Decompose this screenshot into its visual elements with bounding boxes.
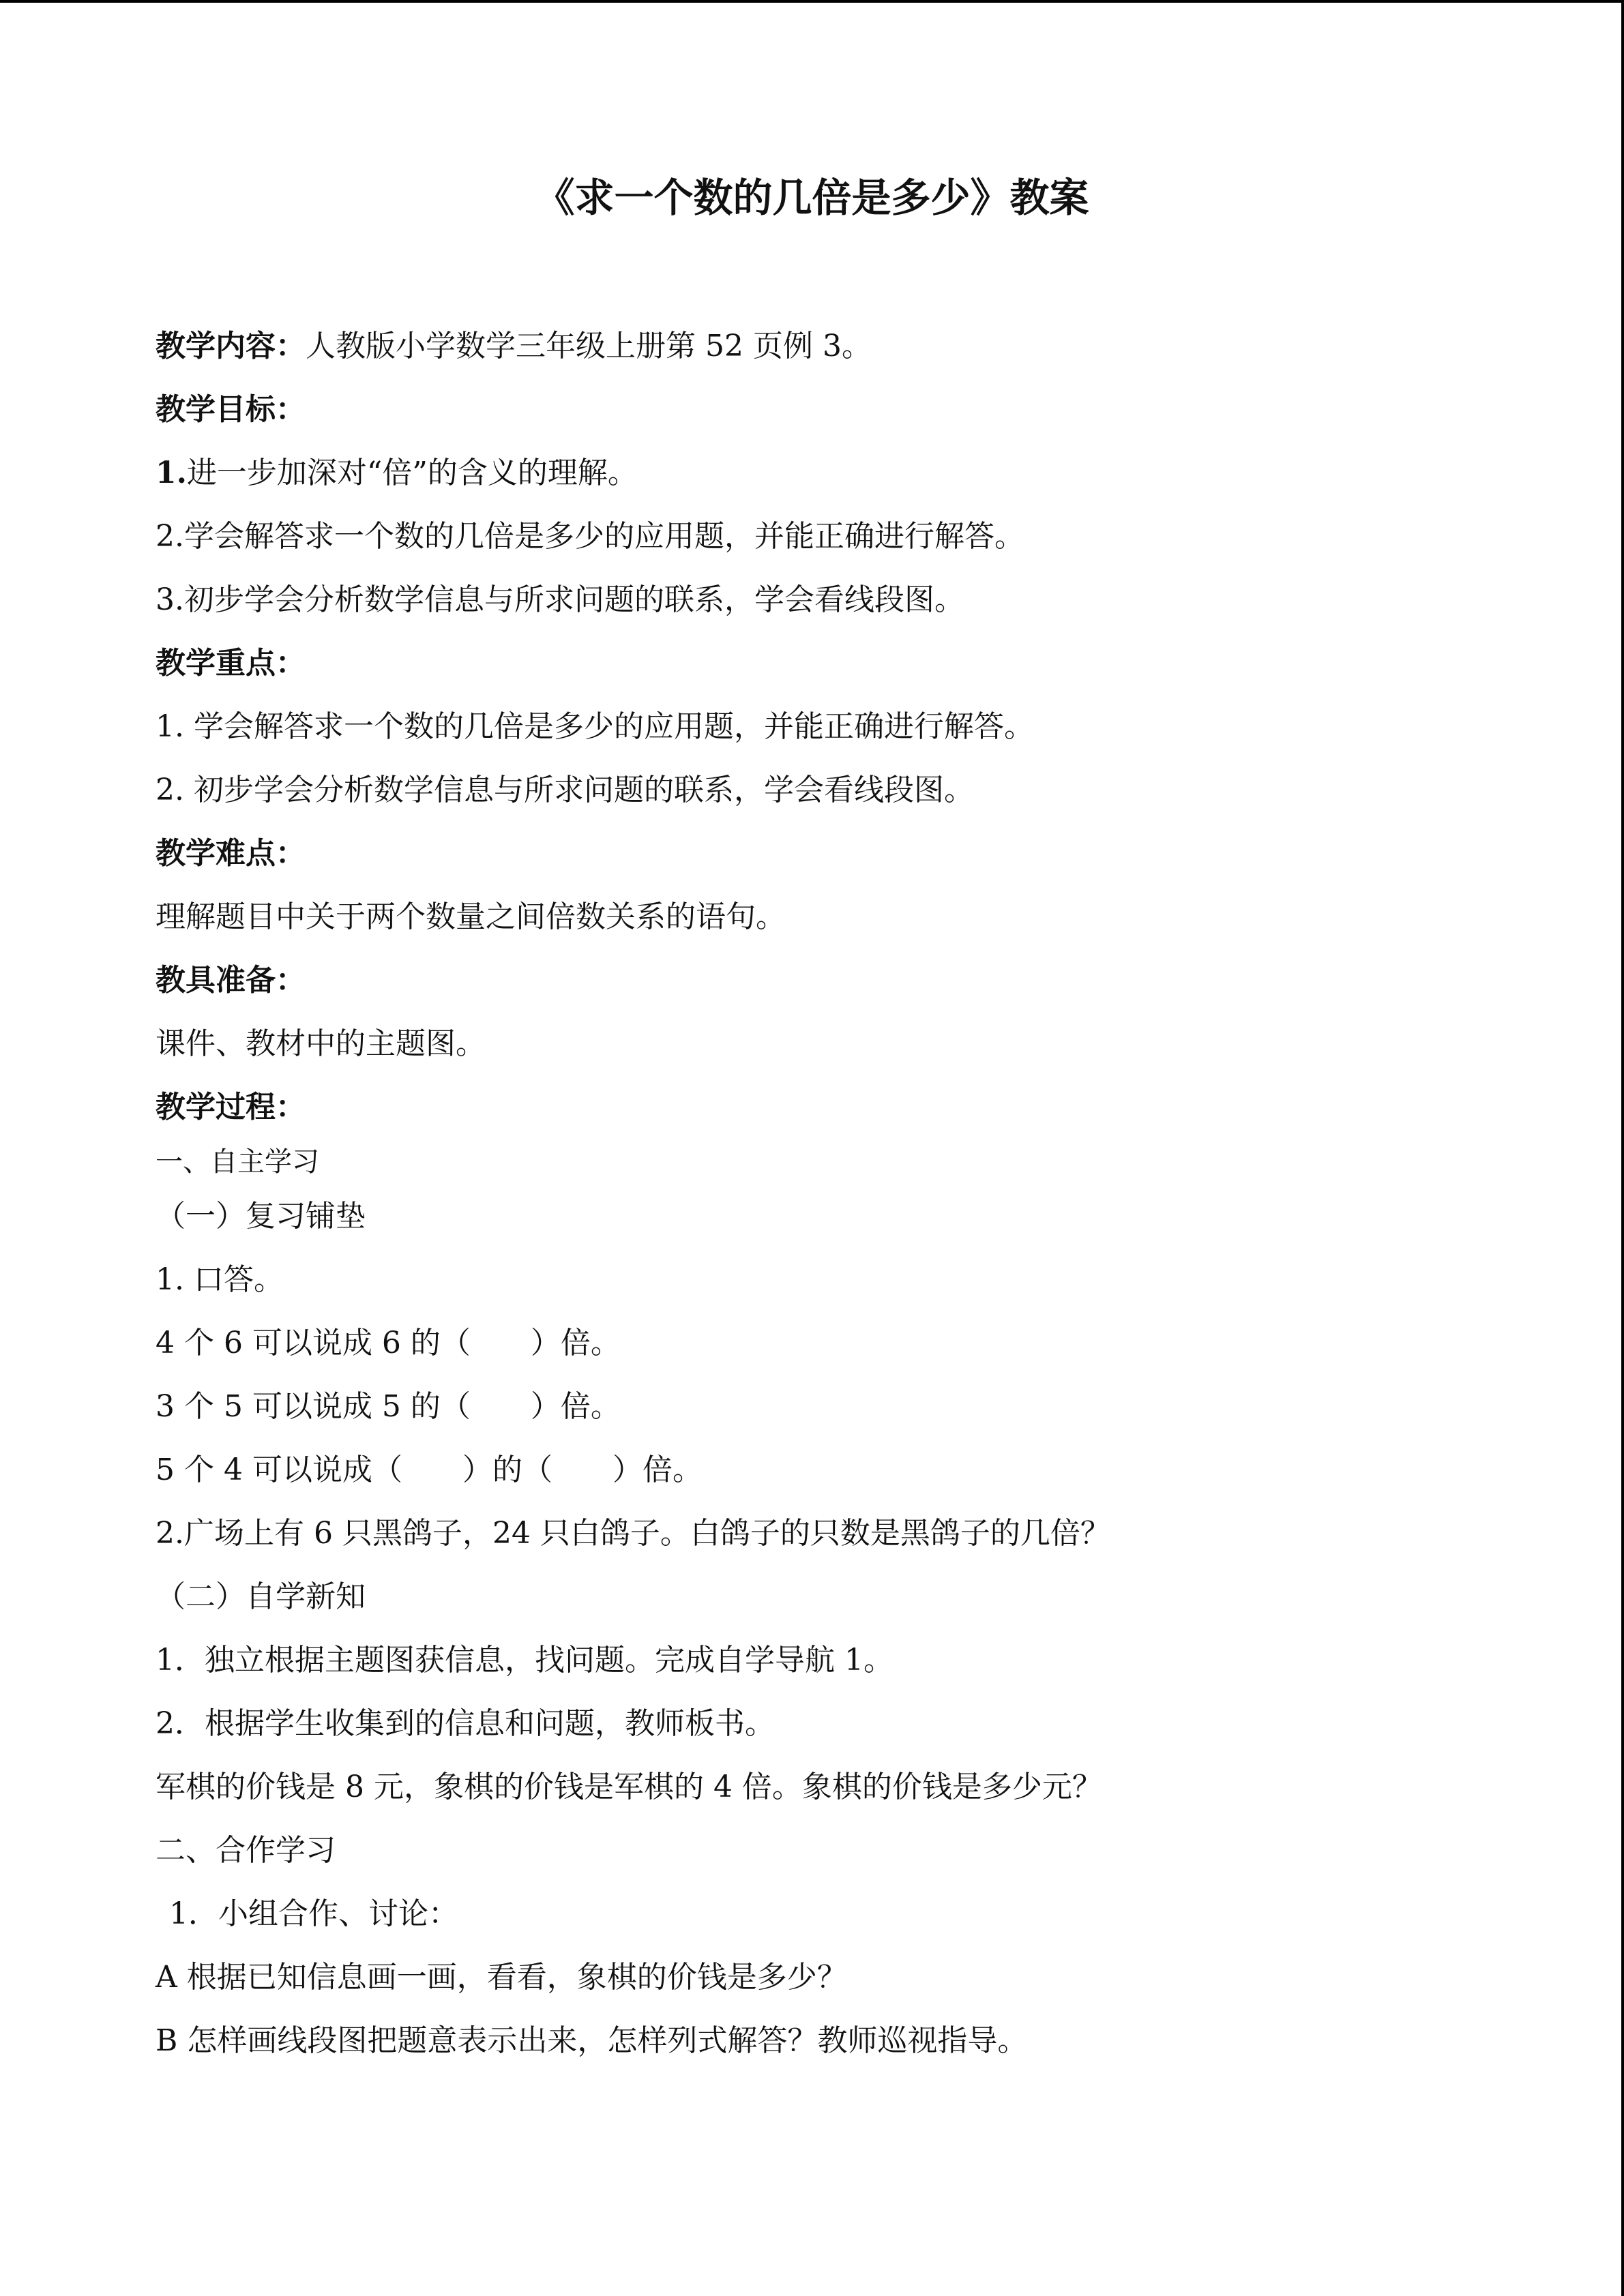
new-knowledge-line: 军棋的价钱是 8 元，象棋的价钱是军棋的 4 倍。象棋的价钱是多少元？ — [156, 1770, 1102, 1804]
objectives-heading: 教学目标： — [156, 392, 306, 427]
key-point-item: 1. 学会解答求一个数的几倍是多少的应用题，并能正确进行解答。 — [156, 709, 1034, 744]
review-line: 2.广场上有 6 只黑鸽子，24 只白鸽子。白鸽子的只数是黑鸽子的几倍？ — [156, 1516, 1110, 1551]
key-points-heading: 教学重点： — [156, 646, 306, 681]
teaching-content-label: 教学内容： — [156, 329, 306, 363]
new-knowledge-line: 2．根据学生收集到的信息和问题，教师板书。 — [156, 1706, 775, 1741]
section-title-self-study: 一、自主学习 — [156, 1146, 319, 1178]
key-point-item: 2. 初步学会分析数学信息与所求问题的联系，学会看线段图。 — [156, 773, 974, 807]
cooperative-line: B 怎样画线段图把题意表示出来，怎样列式解答？教师巡视指导。 — [156, 2023, 1028, 2058]
page-border-right — [1621, 0, 1624, 2296]
difficulty-text: 理解题目中关于两个数量之间倍数关系的语句。 — [156, 899, 786, 934]
teaching-content — [156, 326, 1520, 389]
review-line: 3 个 5 可以说成 5 的（ ）倍。 — [156, 1389, 621, 1424]
objective-item — [156, 580, 1520, 643]
document-body — [156, 326, 1520, 2084]
objective-text: 初步学会分析数学信息与所求问题的联系，学会看线段图。 — [183, 582, 964, 617]
objective-text: 学会解答求一个数的几倍是多少的应用题，并能正确进行解答。 — [183, 519, 1024, 554]
objective-item — [156, 516, 1520, 580]
page-border-top — [0, 0, 1624, 3]
materials-text: 课件、教材中的主题图。 — [156, 1026, 486, 1061]
new-knowledge-line: 1．独立根据主题图获信息，找问题。完成自学导航 1。 — [156, 1643, 894, 1678]
teaching-content-text: 人教版小学数学三年级上册第 52 页例 3。 — [306, 329, 872, 363]
subsection-title-review: （一）复习铺垫 — [156, 1199, 366, 1234]
objective-item — [156, 453, 1520, 516]
objective-number: 3. — [156, 582, 184, 617]
objective-text: 进一步加深对“倍”的含义的理解。 — [186, 456, 638, 490]
cooperative-line: A 根据已知信息画一画，看看，象棋的价钱是多少？ — [156, 1960, 847, 1995]
process-heading: 教学过程： — [156, 1090, 306, 1124]
subsection-title-new-knowledge: （二）自学新知 — [156, 1579, 366, 1614]
difficulty-heading: 教学难点： — [156, 836, 306, 871]
objective-number: 2. — [156, 519, 184, 554]
review-line: 4 个 6 可以说成 6 的（ ）倍。 — [156, 1326, 621, 1360]
materials-heading: 教具准备： — [156, 963, 306, 998]
review-line: 1. 口答。 — [156, 1262, 284, 1297]
review-line: 5 个 4 可以说成（ ）的（ ）倍。 — [156, 1452, 703, 1487]
objective-number: 1. — [156, 456, 187, 490]
cooperative-line: 1．小组合作、讨论： — [169, 1896, 458, 1931]
section-title-cooperative-study: 二、合作学习 — [156, 1833, 336, 1868]
document-title: 《求一个数的几倍是多少》教案 — [535, 175, 1089, 221]
